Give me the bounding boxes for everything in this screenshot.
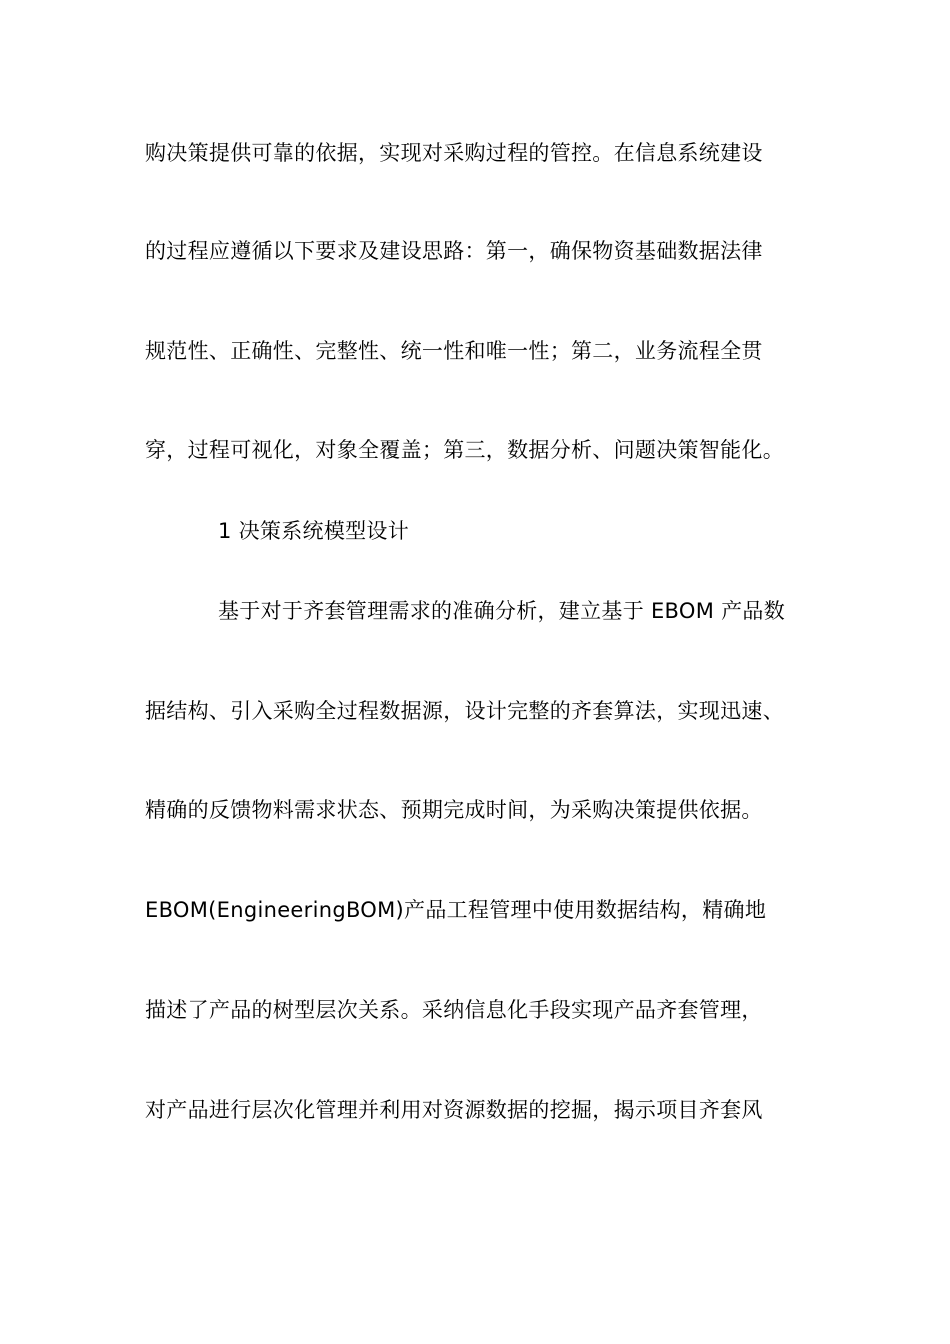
paragraph-line: 的过程应遵循以下要求及建设思路：第一，确保物资基础数据法律 xyxy=(145,239,763,263)
paragraph-line: 精确的反馈物料需求状态、预期完成时间，为采购决策提供依据。 xyxy=(145,798,763,822)
paragraph-line: 规范性、正确性、完整性、统一性和唯一性；第二，业务流程全贯 xyxy=(145,339,763,363)
paragraph-line: 据结构、引入采购全过程数据源，设计完整的齐套算法，实现迅速、 xyxy=(145,699,784,723)
paragraph-line: EBOM(EngineeringBOM)产品工程管理中使用数据结构，精确地 xyxy=(145,898,767,922)
section-heading: 1 决策系统模型设计 xyxy=(218,519,410,543)
paragraph-line: 穿，过程可视化，对象全覆盖；第三，数据分析、问题决策智能化。 xyxy=(145,438,784,462)
paragraph-line: 购决策提供可靠的依据，实现对采购过程的管控。在信息系统建设 xyxy=(145,141,763,165)
paragraph-line: 对产品进行层次化管理并利用对资源数据的挖掘，揭示项目齐套风 xyxy=(145,1098,763,1122)
paragraph-line: 描述了产品的树型层次关系。采纳信息化手段实现产品齐套管理， xyxy=(145,998,763,1022)
paragraph-line: 基于对于齐套管理需求的准确分析，建立基于 EBOM 产品数 xyxy=(218,599,786,623)
